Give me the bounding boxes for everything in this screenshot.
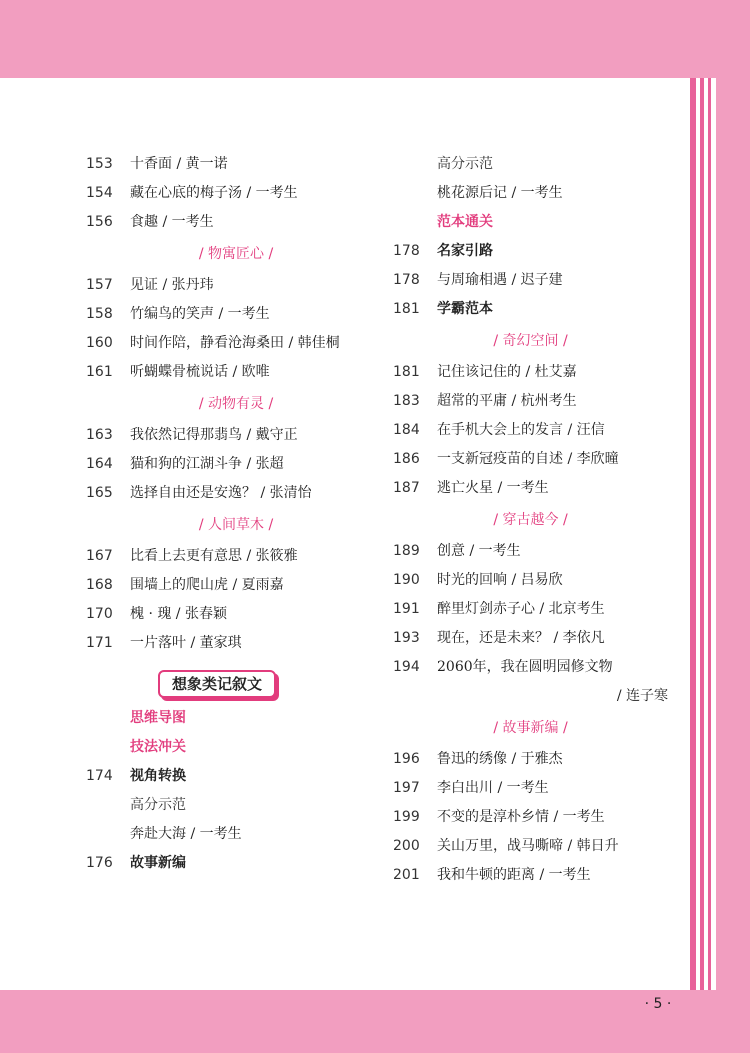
toc-entry	[393, 653, 668, 682]
entry-title: 在手机大会上的发言 / 汪信	[437, 422, 605, 438]
page-ref: 194	[393, 659, 420, 675]
entry-title: 一支新冠疫苗的自述 / 李欣曈	[437, 451, 619, 467]
toc-entry: 桃花源后记 / 一考生	[437, 185, 563, 201]
toc-entry	[393, 566, 668, 595]
entry-title: 时光的回响 / 吕易欣	[437, 572, 563, 588]
entry-title: 与周瑜相遇 / 迟子建	[437, 272, 563, 288]
entry-title: 创意 / 一考生	[437, 543, 521, 559]
entry-title: 见证 / 张丹玮	[130, 277, 214, 293]
page-ref: 154	[86, 185, 113, 201]
entry-title: 现在，还是未来？ / 李依凡	[437, 630, 605, 646]
toc-entry	[86, 542, 386, 571]
section-heading: / 物寓匠心 /	[198, 246, 274, 262]
category-heading: 技法冲关	[130, 739, 186, 755]
entry-title: 鲁迅的绣像 / 于雅杰	[437, 751, 563, 767]
toc-entry	[86, 179, 386, 208]
page-ref: 156	[86, 214, 113, 230]
toc-entry	[86, 208, 386, 237]
entry-title: 竹编鸟的笑声 / 一考生	[130, 306, 270, 322]
toc-entry	[86, 479, 386, 508]
page-ref: 178	[393, 243, 420, 259]
page-ref: 167	[86, 548, 113, 564]
entry-title: 藏在心底的梅子汤 / 一考生	[130, 185, 298, 201]
page-ref: 184	[393, 422, 420, 438]
toc-entry	[393, 624, 668, 653]
page-ref: 196	[393, 751, 420, 767]
page-ref: 199	[393, 809, 420, 825]
page-ref: 201	[393, 867, 420, 883]
toc-topic	[393, 295, 668, 324]
page-ref: 174	[86, 768, 113, 784]
entry-title: 我依然记得那翡鸟 / 戴守正	[130, 427, 298, 443]
entry-title: 记住该记住的 / 杜艾嘉	[437, 364, 577, 380]
toc-entry	[86, 358, 386, 387]
category-heading: 思维导图	[130, 710, 186, 726]
page-ref: 161	[86, 364, 113, 380]
entry-title: 我和牛顿的距离 / 一考生	[437, 867, 591, 883]
entry-title: 听蝴蝶骨梳说话 / 欧唯	[130, 364, 270, 380]
page-number: · 5 ·	[644, 996, 672, 1012]
entry-title: 时间作陪，静看沧海桑田 / 韩佳桐	[130, 335, 340, 351]
section-heading: / 动物有灵 /	[198, 396, 274, 412]
entry-title: 李白出川 / 一考生	[437, 780, 549, 796]
toc-entry	[393, 266, 668, 295]
entry-title: 视角转换	[130, 768, 186, 784]
toc-topic	[393, 237, 668, 266]
toc-entry	[86, 271, 386, 300]
toc-entry	[393, 474, 668, 503]
entry-title: 比看上去更有意思 / 张筱雅	[130, 548, 298, 564]
entry-title: 食趣 / 一考生	[130, 214, 214, 230]
entry-title: 2060年，我在圆明园修文物	[437, 659, 613, 675]
page-ref: 186	[393, 451, 420, 467]
toc-left-column	[86, 150, 386, 878]
page-ref: 189	[393, 543, 420, 559]
toc-entry	[393, 595, 668, 624]
entry-title: 学霸范本	[437, 301, 493, 317]
page-ref: 183	[393, 393, 420, 409]
toc-entry	[393, 416, 668, 445]
page-ref: 164	[86, 456, 113, 472]
page-ref: 187	[393, 480, 420, 496]
toc-topic	[86, 762, 386, 791]
page-ref: 176	[86, 855, 113, 871]
page-ref: 181	[393, 364, 420, 380]
toc-entry	[86, 300, 386, 329]
toc-entry	[86, 629, 386, 658]
toc-entry	[393, 803, 668, 832]
margin-bar-3	[708, 78, 711, 990]
page-ref: 163	[86, 427, 113, 443]
entry-title: 不变的是淳朴乡情 / 一考生	[437, 809, 605, 825]
page-ref: 181	[393, 301, 420, 317]
entry-title: 名家引路	[437, 243, 493, 259]
entry-title: 关山万里，战马嘶啼 / 韩日升	[437, 838, 619, 854]
toc-entry: 奔赴大海 / 一考生	[130, 826, 242, 842]
entry-title: 超常的平庸 / 杭州考生	[437, 393, 577, 409]
page-ref: 170	[86, 606, 113, 622]
toc-entry	[86, 571, 386, 600]
category-heading: 范本通关	[437, 214, 493, 230]
page-ref: 171	[86, 635, 113, 651]
toc-entry	[86, 150, 386, 179]
page-ref: 158	[86, 306, 113, 322]
section-heading: / 奇幻空间 /	[493, 333, 568, 349]
toc-entry	[393, 445, 668, 474]
toc-entry	[393, 774, 668, 803]
toc-entry	[393, 358, 668, 387]
page-ref: 157	[86, 277, 113, 293]
entry-title: 一片落叶 / 董家琪	[130, 635, 242, 651]
page-ref: 178	[393, 272, 420, 288]
page-ref: 191	[393, 601, 420, 617]
entry-title: 围墙上的爬山虎 / 夏雨嘉	[130, 577, 284, 593]
entry-title: 十香面 / 黄一诺	[130, 156, 228, 172]
section-heading: / 人间草木 /	[198, 517, 274, 533]
entry-title: 选择自由还是安逸？ / 张清怡	[130, 485, 312, 501]
toc-entry-continued: / 连子寒	[616, 688, 668, 704]
toc-topic	[86, 849, 386, 878]
toc-entry	[86, 421, 386, 450]
subheading: 高分示范	[437, 156, 493, 172]
page-ref: 168	[86, 577, 113, 593]
section-heading: / 穿古越今 /	[493, 512, 568, 528]
entry-title: 逃亡火星 / 一考生	[437, 480, 549, 496]
toc-entry	[393, 387, 668, 416]
margin-bar-1	[690, 78, 696, 990]
page-ref: 165	[86, 485, 113, 501]
chapter-badge: 想象类记叙文	[158, 670, 276, 698]
toc-entry	[393, 537, 668, 566]
toc-entry	[393, 861, 668, 890]
toc-entry	[393, 745, 668, 774]
page-ref: 200	[393, 838, 420, 854]
entry-title: 故事新编	[130, 855, 186, 871]
entry-title: 槐 · 瑰 / 张春颖	[130, 606, 227, 622]
toc-entry	[86, 450, 386, 479]
subheading: 高分示范	[130, 797, 186, 813]
toc-entry	[393, 832, 668, 861]
page-ref: 160	[86, 335, 113, 351]
page-ref: 197	[393, 780, 420, 796]
margin-bar-2	[700, 78, 704, 990]
page-ref: 153	[86, 156, 113, 172]
toc-right-column	[393, 150, 668, 890]
page-ref: 193	[393, 630, 420, 646]
page-ref: 190	[393, 572, 420, 588]
toc-entry	[86, 329, 386, 358]
section-heading: / 故事新编 /	[493, 720, 568, 736]
entry-title: 醉里灯剑赤子心 / 北京考生	[437, 601, 605, 617]
toc-entry	[86, 600, 386, 629]
entry-title: 猫和狗的江湖斗争 / 张超	[130, 456, 284, 472]
